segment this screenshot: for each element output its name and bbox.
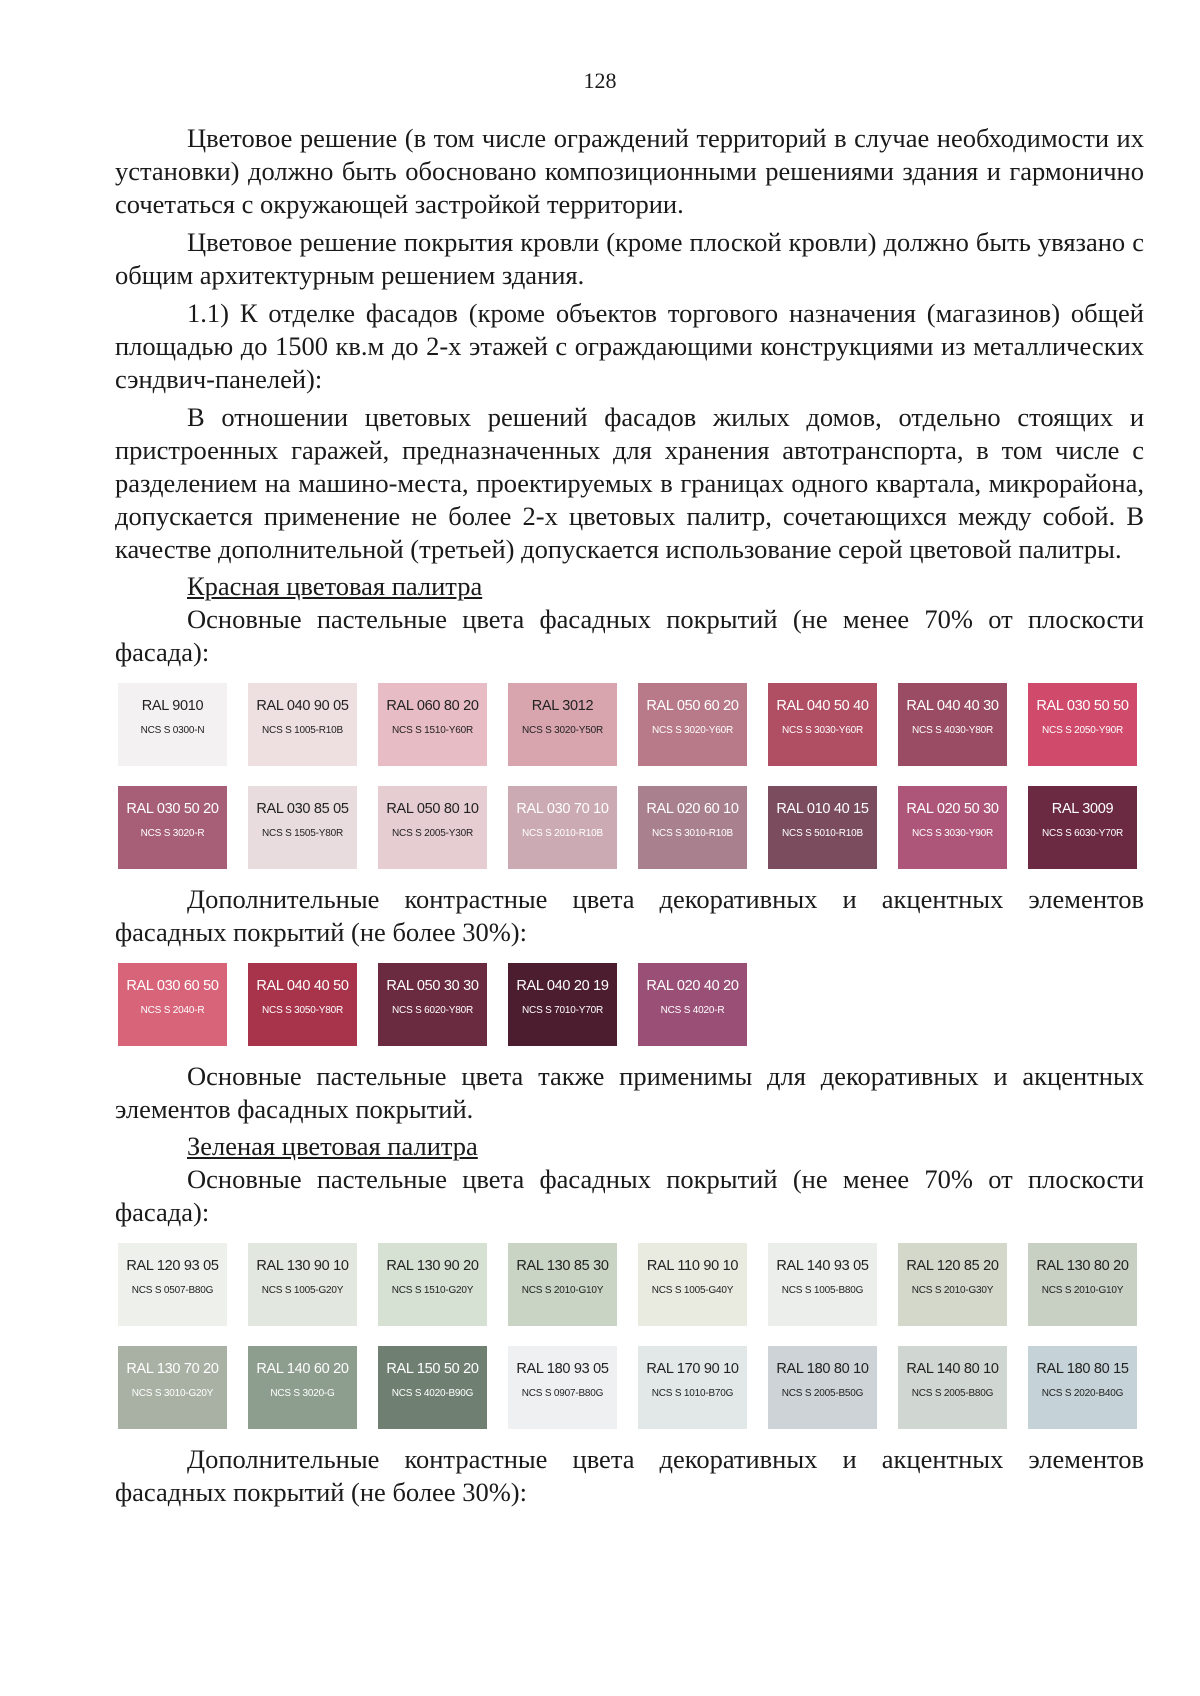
swatch-ral-code: RAL 130 70 20 <box>126 1361 219 1377</box>
swatch-ncs-code: NCS S 6030-Y70R <box>1042 828 1123 839</box>
swatch-ral-code: RAL 030 50 50 <box>1036 698 1129 714</box>
swatch-ncs-code: NCS S 3020-Y50R <box>522 725 603 736</box>
swatch-ral-code: RAL 030 50 20 <box>126 801 219 817</box>
swatch-ncs-code: NCS S 2005-B50G <box>781 1388 864 1399</box>
color-swatch <box>248 786 357 869</box>
color-swatch <box>768 1243 877 1326</box>
swatch-ncs-code: NCS S 1010-B70G <box>651 1388 734 1399</box>
swatch-ral-code: RAL 060 80 20 <box>386 698 479 714</box>
swatch-ral-code: RAL 140 93 05 <box>776 1258 869 1274</box>
swatch-ral-code: RAL 150 50 20 <box>386 1361 479 1377</box>
swatch-ral-code: RAL 030 85 05 <box>256 801 349 817</box>
color-swatch <box>508 1243 617 1326</box>
green-accent-intro: Дополнительные контрастные цвета декоративных и акцентных элементов фасадных покрытий (не более 30%): <box>115 1444 1144 1507</box>
swatch-ral-code: RAL 040 50 40 <box>776 698 869 714</box>
swatch-ral-code: RAL 040 90 05 <box>256 698 349 714</box>
color-swatch <box>118 1243 227 1326</box>
color-swatch <box>118 786 227 869</box>
color-swatch <box>508 683 617 766</box>
swatch-ncs-code: NCS S 2040-R <box>140 1005 205 1016</box>
color-swatch <box>248 1346 357 1429</box>
color-swatch <box>898 786 1007 869</box>
color-swatch <box>378 963 487 1046</box>
swatch-ncs-code: NCS S 5010-R10B <box>782 828 863 839</box>
swatch-ral-code: RAL 010 40 15 <box>776 801 869 817</box>
swatch-ral-code: RAL 180 93 05 <box>516 1361 609 1377</box>
swatch-ral-code: RAL 020 50 30 <box>906 801 999 817</box>
paragraph-palette-rules: В отношении цветовых решений фасадов жилых домов, отдельно стоящих и пристроенных гаражей, предназначенных для хранения автотранспорта, в том числе с разделением на машино-места, проектируемых в границах одного квартала, микрорайона, допускается применение не более 2-х цветовых палитр, сочетающихся между собой. В качестве дополнительной (третьей) допускается использование серой цветовой палитры. <box>115 402 1144 564</box>
swatch-ncs-code: NCS S 1005-R10B <box>262 725 343 736</box>
paragraph-facade-finish: 1.1) К отделке фасадов (кроме объектов торгового назначения (магазинов) общей площадью до 1500 кв.м до 2-х этажей с ограждающими конструкциями из металлических сэндвич-панелей): <box>115 298 1144 394</box>
swatch-ncs-code: NCS S 3030-Y60R <box>782 725 863 736</box>
swatch-ncs-code: NCS S 2005-B80G <box>911 1388 994 1399</box>
swatch-ral-code: RAL 120 85 20 <box>906 1258 999 1274</box>
page-number: 128 <box>583 68 617 93</box>
color-swatch <box>248 683 357 766</box>
red-accent-swatches <box>118 963 1144 1046</box>
swatch-ral-code: RAL 110 90 10 <box>646 1258 739 1274</box>
red-palette-heading: Красная цветовая палитра <box>187 571 483 601</box>
color-swatch <box>118 1346 227 1429</box>
swatch-ncs-code: NCS S 0300-N <box>140 725 205 736</box>
color-swatch <box>378 1243 487 1326</box>
swatch-ral-code: RAL 3012 <box>531 698 594 714</box>
color-swatch <box>378 683 487 766</box>
color-swatch <box>638 683 747 766</box>
swatch-ncs-code: NCS S 1005-G40Y <box>651 1285 734 1296</box>
color-swatch <box>768 1346 877 1429</box>
swatch-ncs-code: NCS S 3020-R <box>140 828 205 839</box>
swatch-ral-code: RAL 130 85 30 <box>516 1258 609 1274</box>
color-swatch <box>1028 683 1137 766</box>
swatch-ncs-code: NCS S 2020-B40G <box>1041 1388 1124 1399</box>
swatch-ncs-code: NCS S 1005-G20Y <box>261 1285 344 1296</box>
color-swatch <box>638 963 747 1046</box>
swatch-ral-code: RAL 050 30 30 <box>386 978 479 994</box>
swatch-ncs-code: NCS S 2050-Y90R <box>1042 725 1123 736</box>
color-swatch <box>768 786 877 869</box>
swatch-ncs-code: NCS S 1510-Y60R <box>392 725 473 736</box>
green-palette-heading: Зеленая цветовая палитра <box>187 1131 478 1161</box>
color-swatch <box>1028 786 1137 869</box>
swatch-ncs-code: NCS S 2010-G10Y <box>1041 1285 1124 1296</box>
swatch-ncs-code: NCS S 2005-Y30R <box>392 828 473 839</box>
swatch-ral-code: RAL 130 90 10 <box>256 1258 349 1274</box>
red-palette-note: Основные пастельные цвета также применимы для декоративных и акцентных элементов фасадных покрытий. <box>115 1061 1144 1124</box>
swatch-ncs-code: NCS S 1510-G20Y <box>391 1285 474 1296</box>
color-swatch <box>118 963 227 1046</box>
color-swatch <box>638 1346 747 1429</box>
swatch-ral-code: RAL 170 90 10 <box>646 1361 739 1377</box>
color-swatch <box>638 1243 747 1326</box>
red-accent-intro: Дополнительные контрастные цвета декоративных и акцентных элементов фасадных покрытий (не более 30%): <box>115 884 1144 947</box>
green-main-intro: Основные пастельные цвета фасадных покрытий (не менее 70% от плоскости фасада): <box>115 1164 1144 1227</box>
swatch-ral-code: RAL 020 60 10 <box>646 801 739 817</box>
color-swatch <box>378 786 487 869</box>
swatch-ncs-code: NCS S 3050-Y80R <box>262 1005 343 1016</box>
swatch-ral-code: RAL 050 80 10 <box>386 801 479 817</box>
color-swatch <box>1028 1346 1137 1429</box>
swatch-ral-code: RAL 030 70 10 <box>516 801 609 817</box>
swatch-ral-code: RAL 040 40 30 <box>906 698 999 714</box>
swatch-ncs-code: NCS S 2010-G10Y <box>521 1285 604 1296</box>
swatch-ral-code: RAL 130 80 20 <box>1036 1258 1129 1274</box>
document-body <box>115 122 1144 1509</box>
color-swatch <box>118 683 227 766</box>
swatch-ral-code: RAL 120 93 05 <box>126 1258 219 1274</box>
swatch-ncs-code: NCS S 6020-Y80R <box>392 1005 473 1016</box>
color-swatch <box>1028 1243 1137 1326</box>
paragraph-color-solution: Цветовое решение (в том числе ограждений территорий в случае необходимости их установки) должно быть обосновано композиционными решениями здания и гармонично сочетаться с окружающей застройкой территории. <box>115 123 1144 219</box>
green-main-swatches <box>118 1243 1144 1429</box>
swatch-ral-code: RAL 130 90 20 <box>386 1258 479 1274</box>
color-swatch <box>768 683 877 766</box>
swatch-ncs-code: NCS S 2010-G30Y <box>911 1285 994 1296</box>
swatch-ral-code: RAL 050 60 20 <box>646 698 739 714</box>
swatch-ral-code: RAL 180 80 15 <box>1036 1361 1129 1377</box>
swatch-ncs-code: NCS S 4020-B90G <box>391 1388 474 1399</box>
swatch-ral-code: RAL 040 20 19 <box>516 978 609 994</box>
color-swatch <box>248 963 357 1046</box>
swatch-ral-code: RAL 3009 <box>1051 801 1114 817</box>
swatch-ncs-code: NCS S 4020-R <box>660 1005 725 1016</box>
swatch-ral-code: RAL 020 40 20 <box>646 978 739 994</box>
swatch-ncs-code: NCS S 3010-G20Y <box>131 1388 214 1399</box>
swatch-ncs-code: NCS S 1005-B80G <box>781 1285 864 1296</box>
swatch-ncs-code: NCS S 4030-Y80R <box>912 725 993 736</box>
swatch-ncs-code: NCS S 0507-B80G <box>131 1285 214 1296</box>
red-main-intro: Основные пастельные цвета фасадных покрытий (не менее 70% от плоскости фасада): <box>115 604 1144 667</box>
swatch-ncs-code: NCS S 3020-Y60R <box>652 725 733 736</box>
swatch-ncs-code: NCS S 3010-R10B <box>652 828 733 839</box>
color-swatch <box>508 786 617 869</box>
swatch-ncs-code: NCS S 1505-Y80R <box>262 828 343 839</box>
swatch-ral-code: RAL 9010 <box>141 698 204 714</box>
swatch-ncs-code: NCS S 3030-Y90R <box>912 828 993 839</box>
swatch-ral-code: RAL 140 60 20 <box>256 1361 349 1377</box>
swatch-ncs-code: NCS S 7010-Y70R <box>522 1005 603 1016</box>
paragraph-roof-color: Цветовое решение покрытия кровли (кроме плоской кровли) должно быть увязано с общим архитектурным решением здания. <box>115 227 1144 290</box>
swatch-ncs-code: NCS S 0907-B80G <box>521 1388 604 1399</box>
color-swatch <box>638 786 747 869</box>
color-swatch <box>898 1346 1007 1429</box>
color-swatch <box>508 1346 617 1429</box>
swatch-ral-code: RAL 140 80 10 <box>906 1361 999 1377</box>
swatch-ral-code: RAL 180 80 10 <box>776 1361 869 1377</box>
swatch-ncs-code: NCS S 2010-R10B <box>522 828 603 839</box>
color-swatch <box>248 1243 357 1326</box>
swatch-ral-code: RAL 040 40 50 <box>256 978 349 994</box>
color-swatch <box>508 963 617 1046</box>
color-swatch <box>378 1346 487 1429</box>
color-swatch <box>898 683 1007 766</box>
color-swatch <box>898 1243 1007 1326</box>
swatch-ncs-code: NCS S 3020-G <box>270 1388 335 1399</box>
red-main-swatches <box>118 683 1144 869</box>
swatch-ral-code: RAL 030 60 50 <box>126 978 219 994</box>
